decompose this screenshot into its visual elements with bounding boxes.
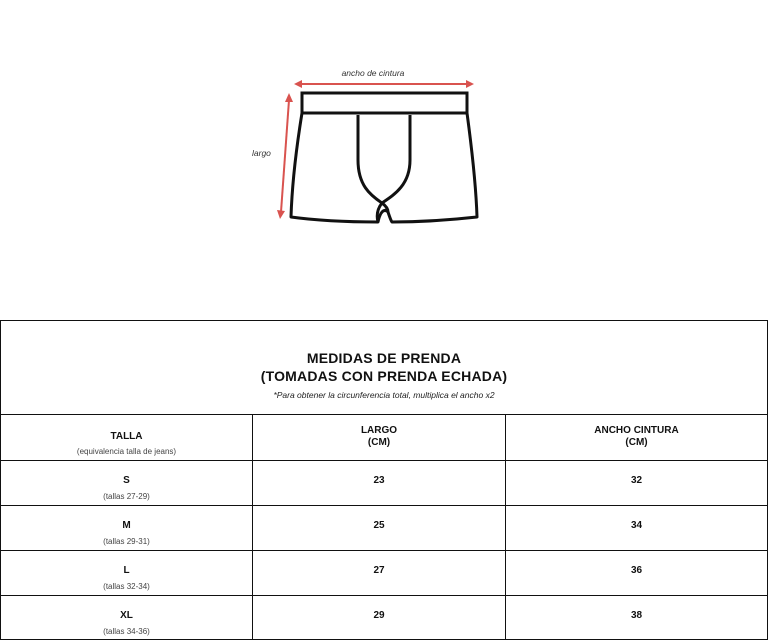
header-size: TALLA (110, 431, 143, 442)
header-waist-line1: ANCHO CINTURA (594, 425, 679, 436)
length-value: 25 (373, 520, 385, 531)
front-pouch-shape (358, 115, 410, 203)
size-cell (1, 506, 253, 550)
size-value: XL (120, 610, 133, 621)
header-size-cell (1, 415, 253, 460)
size-cell (1, 461, 253, 505)
table-title (1, 349, 767, 385)
waist-value: 36 (630, 565, 643, 576)
length-value: 23 (373, 475, 385, 486)
header-size-sub: (equivalencia talla de jeans) (76, 447, 177, 456)
boxer-illustration (0, 0, 768, 300)
garment-diagram (0, 0, 768, 300)
header-length-line1: LARGO (360, 425, 398, 436)
size-value: S (123, 475, 130, 486)
size-table (0, 320, 768, 640)
length-cell (253, 506, 506, 550)
header-length-line2: (CM) (367, 437, 391, 448)
table-title-line2: (TOMADAS CON PRENDA ECHADA) (260, 368, 508, 384)
table-note: *Para obtener la circunferencia total, multiplica el ancho x2 (273, 390, 495, 400)
waist-label: ancho de cintura (341, 68, 405, 78)
waist-arrow (294, 80, 474, 88)
waist-value: 34 (630, 520, 643, 531)
length-cell (253, 596, 506, 639)
waistband-shape (302, 93, 467, 113)
waist-cell (506, 551, 767, 595)
length-cell (253, 461, 506, 505)
waist-value: 38 (630, 610, 643, 621)
size-cell (1, 551, 253, 595)
table-title-line1: MEDIDAS DE PRENDA (306, 350, 462, 366)
header-waist-cell (506, 415, 767, 460)
waist-cell (506, 596, 767, 639)
length-value: 27 (373, 565, 385, 576)
jeans-equivalent: (tallas 32-34) (103, 582, 150, 591)
jeans-equivalent: (tallas 27-29) (103, 492, 150, 501)
column-header-row (1, 415, 767, 461)
table-row (1, 596, 767, 639)
table-row (1, 551, 767, 596)
jeans-equivalent: (tallas 34-36) (103, 627, 150, 636)
length-cell (253, 551, 506, 595)
table-row (1, 461, 767, 506)
size-value: L (123, 565, 130, 576)
waist-cell (506, 506, 767, 550)
jeans-equivalent: (tallas 29-31) (103, 537, 150, 546)
table-row (1, 506, 767, 551)
size-cell (1, 596, 253, 639)
header-length-cell (253, 415, 506, 460)
size-value: M (122, 520, 131, 531)
length-value: 29 (373, 610, 385, 621)
waist-value: 32 (630, 475, 643, 486)
waist-cell (506, 461, 767, 505)
header-waist-line2: (CM) (625, 437, 648, 448)
length-label: largo (252, 148, 271, 158)
table-header (1, 321, 767, 415)
